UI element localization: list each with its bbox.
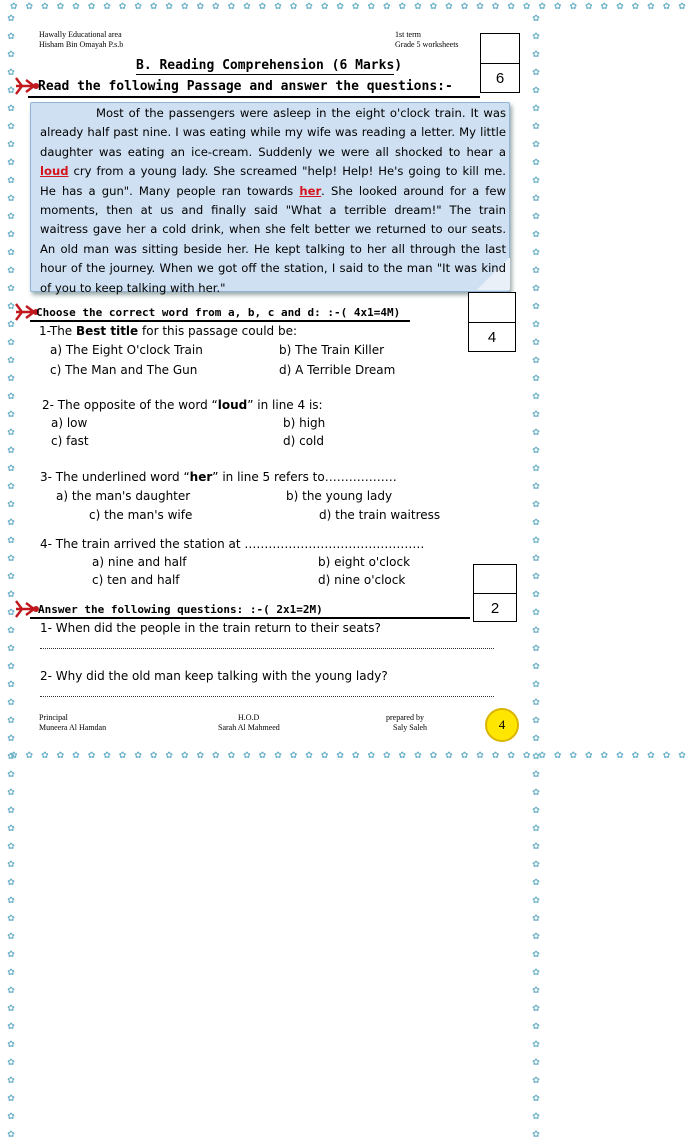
page-border-top: ✿✿✿✿✿✿✿✿✿✿✿✿✿✿✿✿✿✿✿✿✿✿✿✿✿✿✿✿✿✿✿✿✿✿✿✿✿✿✿✿✿✿✿✿ — [10, 2, 694, 12]
open-instruction-underline — [30, 617, 470, 619]
mcq-score: 4 — [487, 329, 497, 346]
open-score-box — [473, 564, 517, 622]
answer-line-2[interactable] — [40, 696, 494, 697]
prepared-name: Saly Saleh — [393, 723, 427, 732]
q2-option-c[interactable]: c) fast — [51, 434, 89, 448]
page-border-left: ✿✿✿✿✿✿✿✿✿✿✿✿✿✿✿✿✿✿✿✿✿✿✿✿✿✿✿✿✿✿✿✿✿✿✿✿✿✿✿✿✿✿✿✿✿✿✿✿✿✿✿✿✿✿✿✿✿✿✿✿✿✿✿ — [6, 14, 16, 1148]
school-area: Hawally Educational area — [39, 30, 122, 39]
section-title: B. Reading Comprehension (6 Marks) — [136, 58, 403, 73]
section-score-box — [480, 33, 520, 93]
answer-line-1[interactable] — [40, 648, 494, 649]
open-instruction: Answer the following questions: :-( 2x1=2M) — [38, 603, 323, 616]
passage-part-3: . She looked around for a few moments, then at us and finally said "What a terrible dream!" The train waitress gave her a cold drink, when she felt better we returned to our seats. An old man was sitting beside her. He kept talking to her all through the last hour of the journey. When we got off the station, I said to the man "It was kind of you to keep talking with her." — [40, 183, 506, 295]
open-question-1: 1- When did the people in the train return to their seats? — [40, 621, 381, 635]
passage-instruction: Read the following Passage and answer the questions:- — [38, 79, 453, 94]
q4-option-b[interactable]: b) eight o'clock — [318, 555, 411, 569]
open-question-2: 2- Why did the old man keep talking with the young lady? — [40, 669, 388, 683]
q3-option-d[interactable]: d) the train waitress — [319, 508, 441, 522]
question-1: 1-The Best title for this passage could be: — [39, 324, 298, 338]
q1-option-b[interactable]: b) The Train Killer — [279, 343, 385, 357]
section-title-underline — [136, 74, 394, 75]
section-score: 6 — [495, 70, 505, 87]
q2-option-a[interactable]: a) low — [51, 416, 88, 430]
hod-label: H.O.D — [238, 713, 260, 722]
page-border-bottom: ✿✿✿✿✿✿✿✿✿✿✿✿✿✿✿✿✿✿✿✿✿✿✿✿✿✿✿✿✿✿✿✿✿✿✿✿✿✿✿✿✿✿✿✿ — [10, 751, 694, 761]
q4-option-c[interactable]: c) ten and half — [92, 573, 180, 587]
page-number-badge — [485, 708, 519, 742]
instruction-underline — [28, 96, 480, 98]
page-border-right: ✿✿✿✿✿✿✿✿✿✿✿✿✿✿✿✿✿✿✿✿✿✿✿✿✿✿✿✿✿✿✿✿✿✿✿✿✿✿✿✿✿✿✿✿✿✿✿✿✿✿✿✿✿✿✿✿✿✿✿✿✿✿✿ — [531, 14, 541, 1148]
q1-option-d[interactable]: d) A Terrible Dream — [279, 363, 396, 377]
word-her: her — [299, 183, 322, 198]
school-name: Hisham Bin Omayah P.s.b — [39, 40, 124, 49]
hod-name: Sarah Al Mahmeed — [218, 723, 280, 732]
grade-label: Grade 5 worksheets — [395, 40, 459, 49]
q3-option-c[interactable]: c) the man's wife — [89, 508, 193, 522]
principal-label: Principal — [39, 713, 68, 722]
mcq-score-box — [468, 292, 516, 352]
passage-part-1: Most of the passengers were asleep in the eight o'clock train. It was already half past nine. I was eating while my wife was reading a letter. My little daughter was eating an ice-cream. Suddenly we were all shocked to hear a — [40, 106, 506, 159]
page-number: 4 — [498, 717, 506, 732]
question-3: 3- The underlined word “her” in line 5 refers to……………… — [40, 470, 397, 484]
q1-option-a[interactable]: a) The Eight O'clock Train — [50, 343, 203, 357]
mcq-instruction-underline — [30, 320, 410, 322]
q4-option-d[interactable]: d) nine o'clock — [318, 573, 406, 587]
open-score: 2 — [490, 599, 500, 617]
term-label: 1st term — [395, 30, 421, 39]
q3-option-b[interactable]: b) the young lady — [286, 489, 393, 503]
question-2: 2- The opposite of the word “loud” in line 4 is: — [42, 398, 323, 412]
question-4: 4- The train arrived the station at ……………………………………… — [40, 537, 425, 551]
q1-option-c[interactable]: c) The Man and The Gun — [50, 363, 198, 377]
passage-part-2: cry from a young lady. She screamed "help! Help! He's going to kill me. He has a gun". Many people ran towards — [40, 164, 506, 198]
q3-option-a[interactable]: a) the man's daughter — [56, 489, 191, 503]
q2-option-b[interactable]: b) high — [283, 416, 326, 430]
word-loud: loud — [40, 164, 69, 179]
principal-name: Muneera Al Hamdan — [39, 723, 107, 732]
q2-option-d[interactable]: d) cold — [283, 434, 325, 448]
prepared-label: prepared by — [386, 713, 424, 722]
q4-option-a[interactable]: a) nine and half — [92, 555, 187, 569]
passage-text — [40, 104, 506, 298]
mcq-instruction: Choose the correct word from a, b, c and d: :-( 4x1=4M) — [36, 306, 401, 319]
